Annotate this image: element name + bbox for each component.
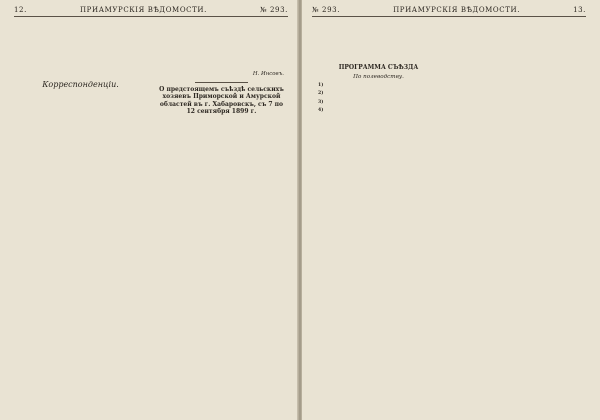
article-paragraph: [453, 63, 586, 69]
article-paragraph: [453, 80, 586, 86]
article-paragraph: [14, 71, 147, 77]
article-paragraph: [14, 38, 147, 44]
correspondence-heading: Корреспонденціи.: [42, 79, 119, 89]
question-number: 4): [318, 107, 324, 113]
correspondence-paragraph: [14, 100, 147, 106]
left-column-2: [155, 21, 288, 417]
correspondence-paragraph: [14, 108, 147, 114]
article-paragraph: [453, 46, 586, 52]
left-page-number: 12.: [14, 6, 27, 14]
program-question: [312, 100, 445, 106]
article-paragraph: [14, 46, 147, 52]
article-signature: Н. Инсовъ.: [252, 71, 284, 78]
right-column-2: [453, 21, 586, 417]
right-running-head: [312, 6, 586, 17]
notice-paragraph: [155, 127, 288, 133]
article-paragraph: [14, 21, 147, 27]
article-paragraph: [453, 21, 586, 27]
article-paragraph: [14, 29, 147, 35]
right-page-number: 13.: [573, 6, 586, 14]
article-paragraph: [453, 38, 586, 44]
article-paragraph: [155, 29, 288, 35]
article-paragraph: [312, 38, 445, 44]
question-number: 3): [318, 99, 324, 105]
article-paragraph: [155, 46, 288, 52]
program-question: [312, 83, 445, 89]
question-number: 2): [318, 91, 324, 97]
congress-notice-heading: О предстоящемъ съѣздѣ сельскихъ хозяевъ Приморской и Амурской областей въ г. Хабаровскъ, съ 7 по 12 сентября 1899 г.: [159, 85, 284, 115]
right-issue-number: № 293.: [312, 6, 341, 14]
question-number: 1): [318, 82, 324, 88]
article-paragraph: [14, 55, 147, 61]
article-paragraph: [453, 29, 586, 35]
right-column-1: [312, 21, 445, 417]
correspondence-paragraph: [14, 125, 147, 131]
left-running-head: [14, 6, 288, 17]
correspondence-paragraph: [14, 91, 147, 97]
program-heading: ПРОГРАММА СЪѢЗДА: [338, 63, 419, 71]
section-divider: [195, 82, 248, 83]
article-paragraph: [453, 71, 586, 77]
article-paragraph: [312, 46, 445, 52]
right-page: [302, 0, 600, 420]
article-paragraph: [453, 55, 586, 61]
article-paragraph: [155, 55, 288, 61]
article-paragraph: [155, 38, 288, 44]
article-paragraph: [312, 21, 445, 27]
program-subheading: По полеводству.: [353, 74, 404, 81]
right-masthead-title: ПРИАМУРСКІЯ ВѢДОМОСТИ.: [393, 6, 521, 14]
program-question: [312, 108, 445, 114]
article-paragraph: [14, 63, 147, 69]
left-issue-number: № 293.: [259, 6, 288, 14]
notice-paragraph: [155, 118, 288, 124]
correspondence-paragraph: [14, 116, 147, 122]
article-paragraph: [312, 29, 445, 35]
article-paragraph: [312, 55, 445, 61]
program-question: [312, 91, 445, 97]
left-masthead-title: ПРИАМУРСКІЯ ВѢДОМОСТИ.: [79, 6, 207, 14]
article-paragraph: [155, 63, 288, 69]
article-paragraph: [155, 21, 288, 27]
left-page: [0, 0, 298, 420]
left-column-1: [14, 21, 147, 417]
